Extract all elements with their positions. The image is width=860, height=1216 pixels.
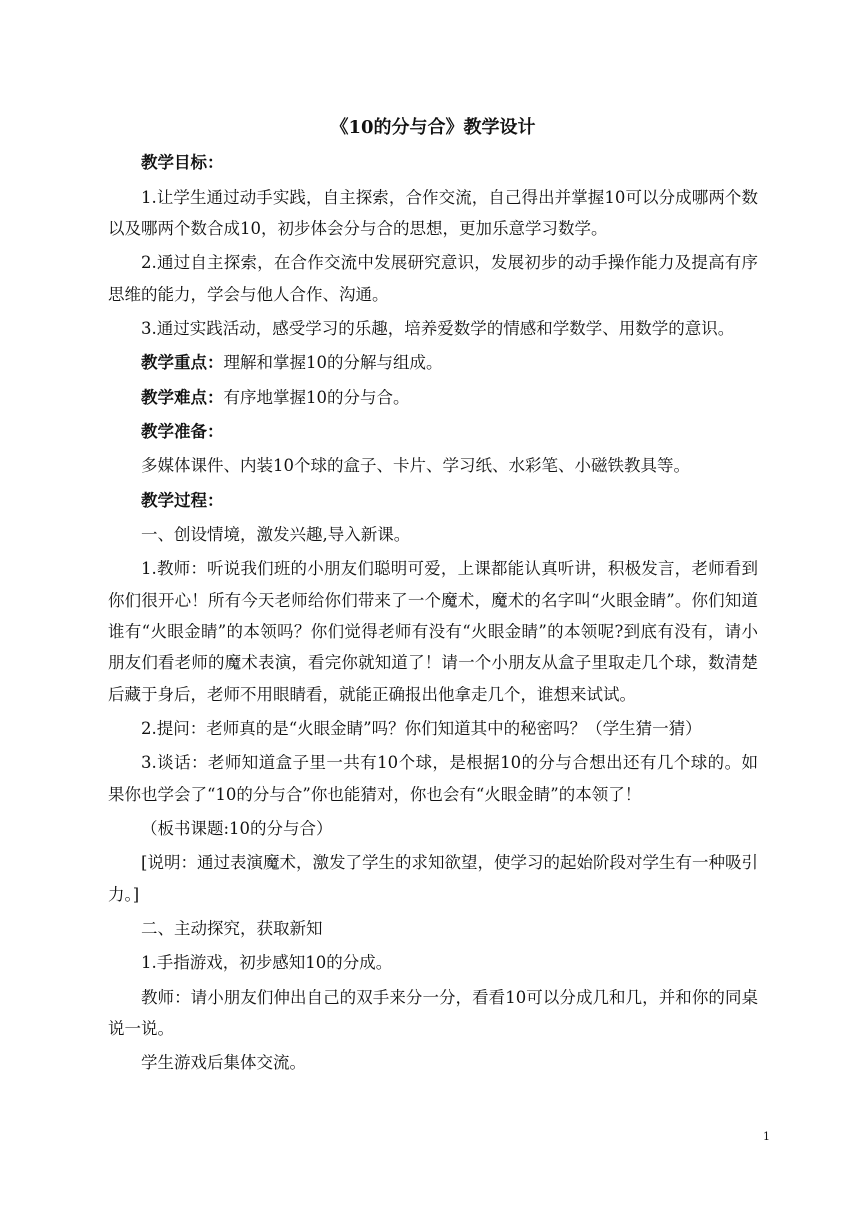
process-s2-paragraph-1: 1.手指游戏，初步感知10的分成。 — [141, 953, 393, 973]
key-point — [108, 347, 758, 378]
process-s1-paragraph-1: 1.教师：听说我们班的小朋友们聪明可爱，上课都能认真听讲，积极发言，老师看到你们很开心！所有今天老师给你们带来了一个魔术，魔术的名字叫“火眼金睛”。你们知道谁有“火眼金睛”的本领吗？你们觉得老师有没有“火眼金睛”的本领呢?到底有没有，请小朋友们看老师的魔术表演，看完你就知道了！请一个小朋友从盒子里取走几个球，数清楚后藏于身后，老师不用眼睛看，就能正确报出他拿走几个，谁想来试试。 — [108, 559, 758, 704]
document-body — [108, 111, 758, 1082]
preparation-text: 多媒体课件、内装10个球的盒子、卡片、学习纸、水彩笔、小磁铁教具等。 — [141, 456, 690, 476]
process-s1-note: [说明：通过表演魔术，激发了学生的求知欲望，使学习的起始阶段对学生有一种吸引力。] — [108, 853, 758, 904]
preparation-heading: 教学准备： — [141, 421, 224, 441]
goals-heading: 教学目标： — [141, 153, 224, 173]
difficulty-label: 教学难点： — [141, 387, 224, 407]
process-s2-paragraph-3: 学生游戏后集体交流。 — [141, 1053, 306, 1073]
key-point-label: 教学重点： — [141, 353, 224, 373]
document-title: 《10的分与合》教学设计 — [330, 117, 536, 138]
goal-item-2: 2.通过自主探索，在合作交流中发展研究意识，发展初步的动手操作能力及提高有序思维的能力，学会与他人合作、沟通。 — [108, 253, 758, 304]
goal-item-3: 3.通过实践活动，感受学习的乐趣，培养爱数学的情感和学数学、用数学的意识。 — [141, 318, 735, 338]
process-s1-paragraph-3: 3.谈话：老师知道盒子里一共有10个球，是根据10的分与合想出还有几个球的。如果你也学会了“10的分与合”你也能猜对，你也会有“火眼金睛”的本领了！ — [108, 753, 758, 804]
process-section-2: 二、主动探究，获取新知 — [141, 919, 323, 939]
process-s1-paragraph-2: 2.提问：老师真的是“火眼金睛”吗？你们知道其中的秘密吗？（学生猜一猜） — [141, 719, 702, 739]
process-section-1: 一、创设情境，激发兴趣,导入新课。 — [141, 524, 411, 544]
key-point-text: 理解和掌握10的分解与组成。 — [223, 353, 443, 373]
process-heading: 教学过程： — [141, 490, 224, 510]
difficulty-text: 有序地掌握10的分与合。 — [223, 387, 410, 407]
page-number: 1 — [763, 1130, 770, 1143]
process-s1-board-title: （板书课题:10的分与合） — [141, 819, 333, 839]
difficulty — [108, 382, 758, 413]
process-s2-paragraph-2: 教师：请小朋友们伸出自己的双手来分一分，看看10可以分成几和几，并和你的同桌说一说。 — [108, 987, 758, 1039]
goal-item-1: 1.让学生通过动手实践，自主探索，合作交流，自己得出并掌握10可以分成哪两个数以及哪两个数合成10，初步体会分与合的思想，更加乐意学习数学。 — [108, 187, 758, 238]
